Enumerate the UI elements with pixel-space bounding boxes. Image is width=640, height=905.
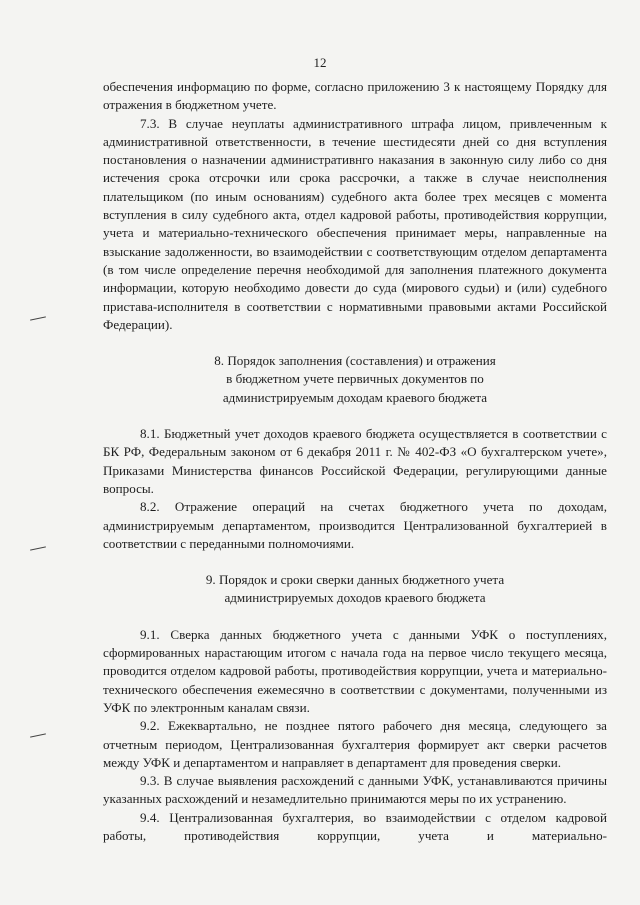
paragraph-9-1: 9.1. Сверка данных бюджетного учета с данными УФК о поступлениях, сформированных нарастающим итогом с начала года на первое число текущего месяца, проводится отделом кадровой работы, противодействия коррупции, учета и материально-технического обеспечения ежемесячно в соответствии с документами, полученными из УФК по электронным каналам связи. — [103, 626, 607, 715]
margin-mark — [30, 546, 46, 550]
document-body — [103, 78, 607, 845]
heading-line: администрируемым доходам краевого бюджета — [222, 389, 488, 405]
paragraph-9-4: 9.4. Централизованная бухгалтерия, во взаимодействии с отделом кадровой работы, противодействия коррупции, учета и материально- — [103, 809, 607, 843]
section-heading-8 — [103, 352, 607, 407]
paragraph-7-3: 7.3. В случае неуплаты административного штрафа лицом, привлеченным к административной ответственности, в течение шестидесяти дней со дня вступления постановления о назначении административнго наказания в законную силу либо со дня истечения срока отсрочки или срока рассрочки, а также в случае неисполнения плательщиком (по иным основаниям) судебного акта более трех месяцев с момента вступления в силу судебного акта, отдел кадровой работы, противодействия коррупции, учета и материально-технического обеспечения принимает меры, направленные на взыскание задолженности, во взаимодействии с соответствующим отделом департамента (в том числе определение перечня необходимой для заполнения платежного документа информации, которую необходимо довести до суда (мирового судьи) и (или) судебного пристава-исполнителя в соответствии с нормативными правовыми актами Российской Федерации). — [103, 115, 607, 332]
margin-mark — [30, 316, 46, 320]
paragraph-9-2: 9.2. Ежеквартально, не позднее пятого рабочего дня месяца, следующего за отчетным периодом, Централизованная бухгалтерия формирует акт сверки расчетов между УФК и департаментом и направляет в департамент для проведения сверки. — [103, 718, 607, 770]
heading-line: в бюджетном учете первичных документов по — [226, 371, 484, 387]
paragraph-8-2: 8.2. Отражение операций на счетах бюджетного учета по доходам, администрируемым департаментом, производится Централизованной бухгалтерией в соответствии с переданными полномочиями. — [103, 499, 607, 551]
heading-line: 9. Порядок и сроки сверки данных бюджетного учета — [205, 572, 505, 588]
paragraph-continuation: обеспечения информацию по форме, согласно приложению 3 к настоящему Порядку для отражения в бюджетном учете. — [103, 79, 607, 113]
margin-mark — [30, 733, 46, 737]
heading-line: 8. Порядок заполнения (составления) и отражения — [214, 353, 496, 369]
paragraph-9-3: 9.3. В случае выявления расхождений с данными УФК, устанавливаются причины указанных расхождений и незамедлительно принимаются меры по их устранению. — [103, 773, 607, 807]
section-heading-9 — [103, 571, 607, 608]
page-number: 12 — [313, 55, 327, 70]
paragraph-8-1: 8.1. Бюджетный учет доходов краевого бюджета осуществляется в соответствии с БК РФ, Федеральным законом от 6 декабря 2011 г. № 402-ФЗ «О бухгалтерском учете», Приказами Министерства финансов Российской Федерации, регулирующими данные вопросы. — [103, 426, 607, 496]
heading-line: администрируемых доходов краевого бюджета — [224, 590, 486, 606]
